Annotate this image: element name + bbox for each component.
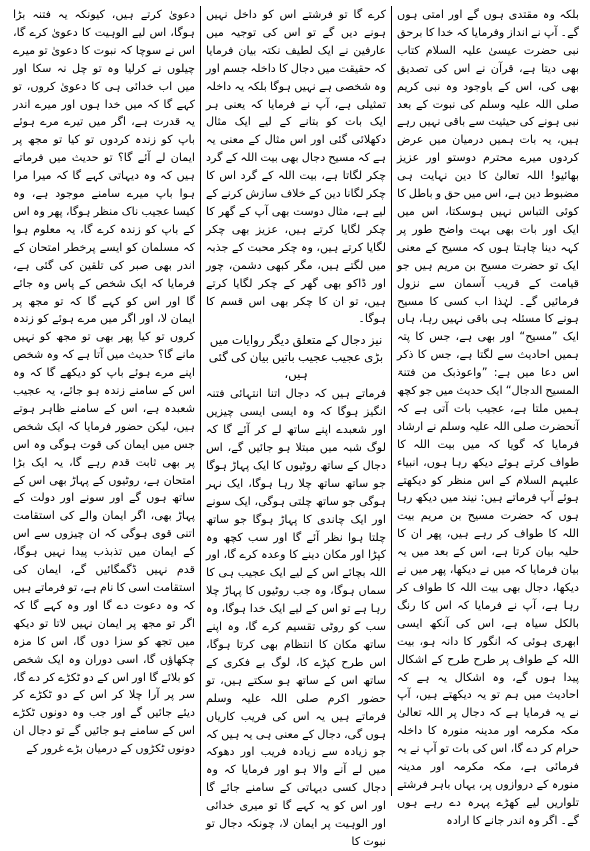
column-middle — [200, 6, 392, 848]
column-left — [8, 6, 200, 796]
paragraph: کرے گا تو فرشتے اس کو داخل نہیں ہونے دیں گے تو اس کی توجیہ میں عارفین نے ایک لطیف نکتہ بیان فرمایا کہ حقیقت میں دجال کا داخلہ جسم اور وہ شخصی ہے نہیں ہوگا بلکہ یہ داخلہ تمثیلی ہے، آپ نے فرمایا کہ یعنی ہر ایک بات کو بتانے کے لیے ایک مثال دکھلائی گئی اور اس مثال کے معنی یہ ہے کہ مسیح دجال بھی بیت اللہ کے گرد چکر لگاتا ہے، بیت اللہ کے گرد اس کا چکر لگانا دین کے خلاف سازش کرنے کے لیے ہے، مثال دوست بھی آپ کے گھر کا چکر لگایا کرتے ہیں، عزیز بھی چکر لگایا کرتے ہیں، وہ چکر محبت کے جذبہ میں لگتے ہیں، مگر کبھی دشمن، چور اور ڈاکو بھی گھر کے چکر لگایا کرتے ہیں، تو ان کا چکر بھی اس قسم کا ہوگا۔ — [206, 8, 386, 326]
paragraph: دعویٰ کرتے ہیں، کیونکہ یہ فتنہ بڑا ہوگا، اس لیے الوہیت کا دعویٰ کرے گا، اس نے سوچا کہ نبوت کا دعویٰ تو میرے چیلوں نے کرلیا وہ تو چل نہ سکا اور میں اب خدائی ہی کا دعویٰ کروں، تو کہے گا کہ میں خدا ہوں اور میرے اندر یہ قدرت ہے، اگر میں تیرے مرے ہوئے باپ کو زندہ کردوں تو کیا تو مجھ پر ایمان لے آئے گا؟ تو حدیث میں فرماتے ہیں کہ وہ دیہاتی کہے گا کہ میرا مرا ہوا باپ میرے سامنے موجود ہے، وہ کیسا عجیب ناک منظر ہوگا، پھر وہ اس کے باپ کو زندہ کرے گا، یہ معلوم ہوا کہ مسلمان کو ایسے پرخطر امتحان کے اندر بھی صبر کی تلقین کی گئی ہے، فرمایا کہ ایک شخص کے پاس وہ جائے گا اور اس کو کہے گا کہ تو مجھ پر ایمان لا، اور اگر میں مرے ہوئے کو زندہ کروں تو کیا پھر بھی تو مجھ کو نہیں مانے گا؟ حدیث میں آتا ہے کہ وہ شخص اپنے مرے ہوئے باپ کو دیکھے گا کہ وہ اس کے سامنے زندہ ہو جائے، یہ عجیب شعبدہ ہے، اس کے سامنے ظاہر ہوتے ہیں، لیکن حضور فرمایا کہ ایک شخص جس میں ایمان کی قوت ہوگی وہ اس پر بھی ثابت قدم رہے گا، یہ ایک بڑا امتحان ہے، روٹیوں کے پہاڑ بھی اس کے ساتھ ہوں گے اور سونے اور دولت کے پہاڑ بھی، اگر ایمان والے کی استقامت اتنی قوی ہوگی کہ ان چیزوں سے اس کے ایمان میں تذبذب پیدا نہیں ہوگا، قدم نہیں ڈگمگائیں گے، ایمان کی استقامت اسی کا نام ہے، تو فرماتے ہیں کہ وہ دعوت دے گا اور وہ کہے گا کہ اگر تو مجھ پر ایمان نہیں لاتا تو دیکھ میں تجھ کو سزا دوں گا، اس کا مزہ چکھاؤں گا، اسی دوران وہ ایک شخص کو بلائے گا اور اس کے دو ٹکڑے کر دے گا، سر پر آرا چلا کر اس کے دو ٹکڑے کر دیئے جائیں گے اور جب وہ دونوں ٹکڑے اس کے سامنے ہو جائیں گے تو دجال ان دونوں ٹکڑوں کے درمیان بڑے غرور کے — [13, 8, 195, 756]
paragraph: بلکہ وہ مقتدی ہوں گے اور امتی ہوں گے۔ آپ نے انداز وفرمایا کہ خدا کا برحق نبی حضرت عیسیٰ علیہ السلام کتاب بھی دیتا ہے، قرآن نے اس کی تصدیق بھی کی، اس کے باوجود وہ نبی کریم صلی اللہ علیہ وسلم کی نبوت کے بعد نبی ہونے کی حیثیت سے باقی نہیں رہے ہیں، یہ بات ہمیں درمیان میں عرض کردوں میرے محترم دوستو اور عزیز بھائیو! اللہ تعالیٰ کا دین نہایت ہی مضبوط دین ہے، اس میں حق و باطل کا کوئی التباس نہیں ہوسکتا، اس میں ایک اور بات بھی بہت واضح طور پر کہہ دینا چاہتا ہوں کہ مسیح کے معنی ایک تو حضرت مسیح بن مریم ہیں جو قیامت کے قریب آسمان سے نزول فرمائیں گے۔ لہٰذا اب کسی کا مسیح ہونے کا مسئلہ ہی باقی نہیں رہا، ہاں ایک ”مسیح“ اور بھی ہے، جس کا پتہ ہمیں احادیث سے لگتا ہے، جس کا ذکر اس دعا میں ہے: ”واعوذبک من فتنۃ المسیح الدجال“ ایک حدیث میں جو کچھ ہمیں ملتا ہے، عجیب بات آتی ہے کہ آنحضرت صلی اللہ علیہ وسلم نے ارشاد فرمایا کہ گویا کہ میں بیت اللہ کا طواف کرتے ہوئے دیکھ رہا ہوں، انبیاء علیہم السلام کے اس منظر کو دیکھتے ہوئے آپ فرماتے ہیں: نیند میں دیکھ رہا ہوں کہ حضرت مسیح بن مریم بیت اللہ کا طواف کر رہے ہیں، پھر ان کا حلیہ بیان کرتا ہے، اس کے بعد میں یہ بیان فرمایا کہ میں نے دیکھا، پھر میں نے دیکھا، دجال بھی بیت اللہ کا طواف کر رہا ہے، آپ نے فرمایا کہ اس کا رنگ بالکل سیاہ ہے، اس کی آنکھ ایسی ابھری ہوئی کہ انگور کا دانہ ہو، بیت اللہ کے طواف پر طرح طرح کے اشکال پیدا ہوں گے، وہ اشکال یہ ہے کہ احادیث میں ہم تو یہ دیکھتے ہیں، آپ نے یہ فرمایا ہے کہ دجال پر اللہ تعالیٰ مکہ مکرمہ اور مدینہ منورہ کا داخلہ حرام کر دے گا، اس کی بات تو آپ نے یہ فرمائی ہے، مکہ مکرمہ اور مدینہ منورہ کے دروازوں پر، یہاں باہر فرشتے تلواریں لیے کھڑے پہرہ دے رہے ہوں گے۔ اگر وہ اندر جانے کا ارادہ — [397, 8, 579, 827]
paragraph: فرماتے ہیں کہ دجال اتنا انتہائی فتنہ انگیز ہوگا کہ وہ ایسی ایسی چیزیں اور شعبدے اپنے ساتھ لے کر آئے گا کہ لوگ شبہ میں مبتلا ہو جائیں گے، اس دجال کے ساتھ روٹیوں کا ایک پہاڑ ہوگا جو ساتھ ساتھ چلا رہا ہوگا، ایک نہر ہوگی جو ساتھ چلتی ہوگی، ایک سونے اور ایک چاندی کا پہاڑ ہوگا جو ساتھ چلتا ہوا نظر آئے گا اور سب کچھ وہ کپڑا اور مکان دینے کا وعدہ کرے گا، اور اللہ بچائے اس کے لیے ایک عجیب ہی کا سماں ہوگا، وہ جب روٹیوں کا پہاڑ چلا رہا ہے تو اس کے لیے ایک خدا ہوگا، وہ سب کو روٹی تقسیم کرے گا، وہ اپنے ساتھ مکان کا انتظام بھی کرتا ہوگا، اس طرح کپڑے کا، لوگ بے فکری کے ساتھ اس کے ساتھ ہو سکتے ہیں، تو حضور اکرم صلی اللہ علیہ وسلم فرماتے ہیں یہ اس کی فریب کاریاں ہوں گی، دجال کے معنی ہی یہ ہیں کہ جو زیادہ سے زیادہ فریب اور دھوکہ میں لے آنے والا ہو اور فرمایا کہ وہ دجال کسی دیہاتی کے سامنے جائے گا اور اس کو یہ کہے گا تو میری خدائی اور الوہیت پر ایمان لا، چونکہ دجال تو نبوت کا — [206, 387, 386, 848]
column-right — [392, 6, 584, 827]
section-heading: نیز دجال کے متعلق دیگر روایات میں بڑی عجیب عجیب باتیں بیان کی گئی ہیں، — [208, 333, 384, 382]
